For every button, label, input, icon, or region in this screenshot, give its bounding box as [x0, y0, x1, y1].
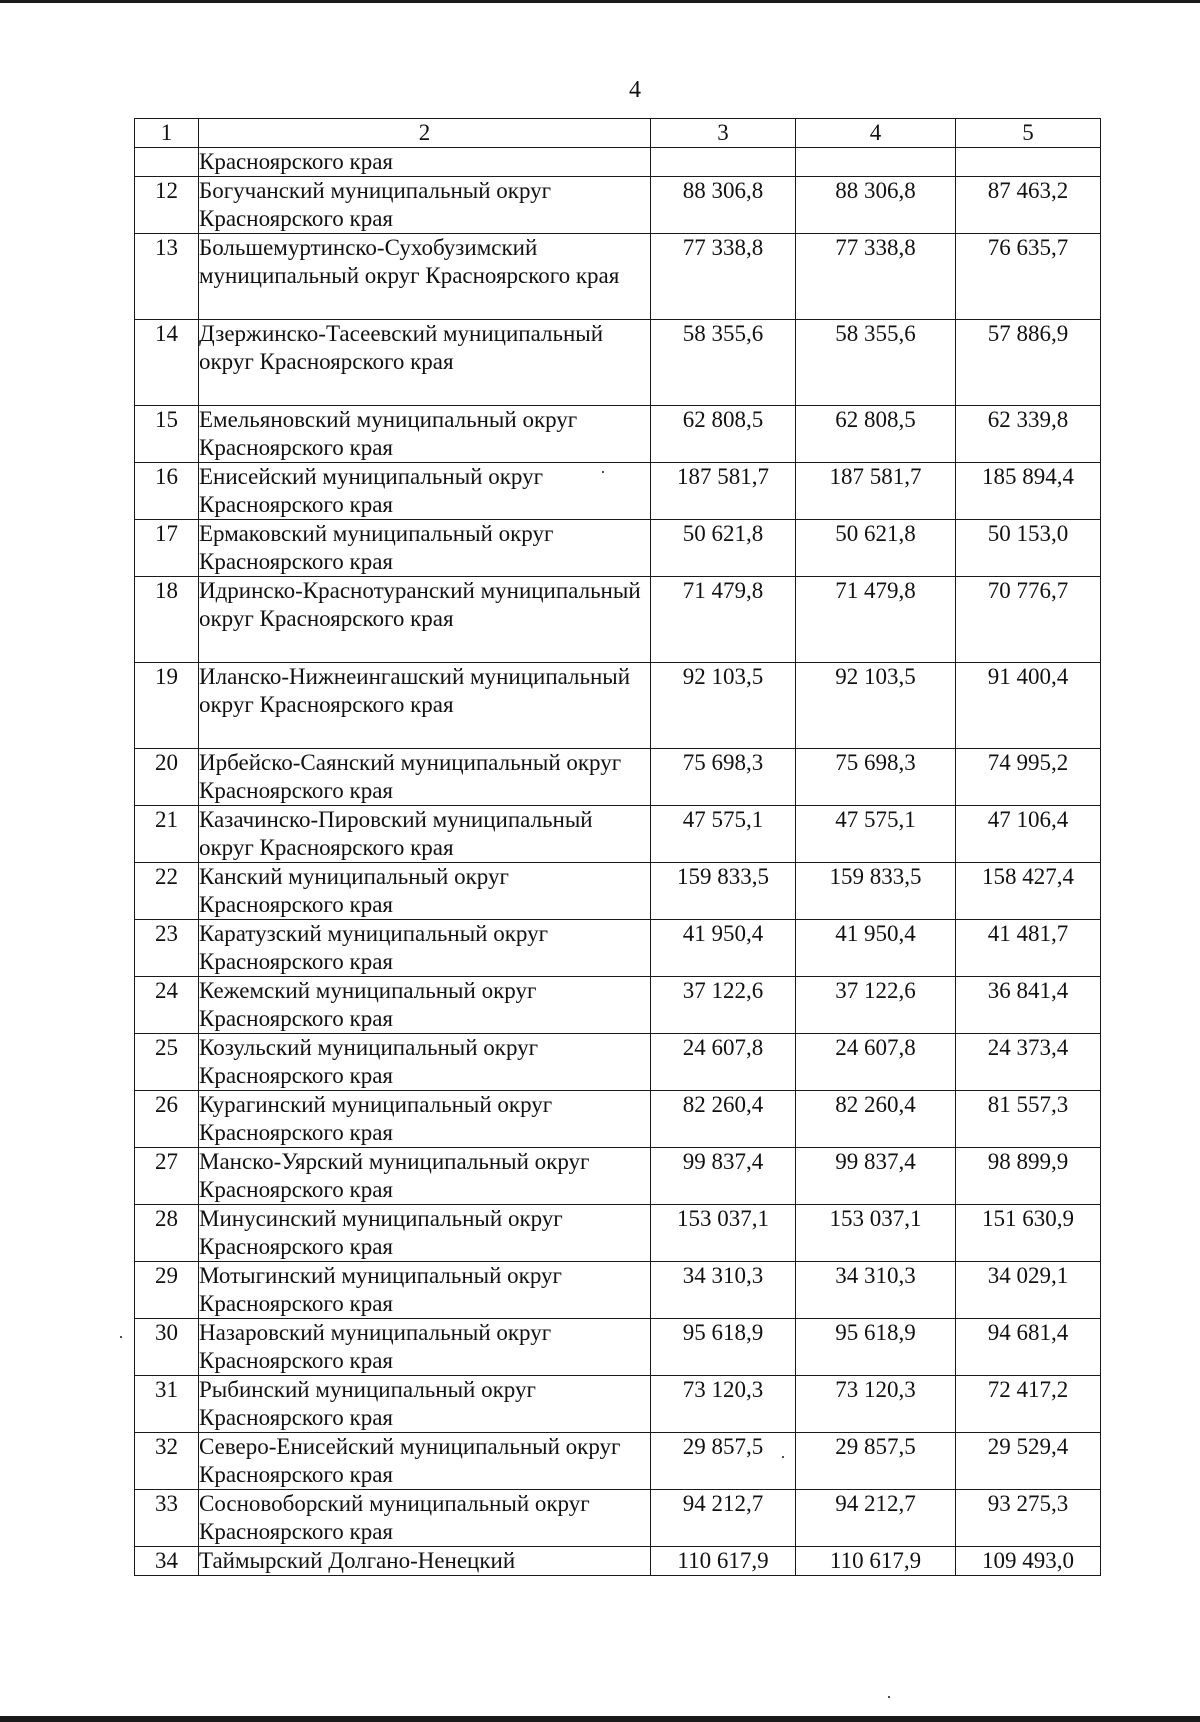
- table-row: [135, 663, 1101, 749]
- cell-name: Дзержинско-Тасеевский муниципальный округ Красноярского края: [199, 320, 651, 406]
- cell-value-5: 41 481,7: [956, 920, 1101, 977]
- cell-value-3: 82 260,4: [651, 1091, 796, 1148]
- cell-value-4: [796, 148, 956, 177]
- table-row: [135, 406, 1101, 463]
- cell-value-3: 110 617,9: [651, 1547, 796, 1576]
- scan-speck: ·: [600, 462, 606, 482]
- cell-value-5: 91 400,4: [956, 663, 1101, 749]
- cell-number: [135, 148, 199, 177]
- cell-number: 25: [135, 1034, 199, 1091]
- cell-value-3: 58 355,6: [651, 320, 796, 406]
- table-row: [135, 1547, 1101, 1576]
- table-row: [135, 520, 1101, 577]
- cell-number: 17: [135, 520, 199, 577]
- column-header-1: 1: [135, 119, 199, 148]
- cell-name: Красноярского края: [199, 148, 651, 177]
- cell-value-4: 50 621,8: [796, 520, 956, 577]
- table-row: [135, 749, 1101, 806]
- cell-value-3: 99 837,4: [651, 1148, 796, 1205]
- cell-name: Енисейский муниципальный округ Красноярского края: [199, 463, 651, 520]
- cell-value-3: 88 306,8: [651, 177, 796, 234]
- cell-number: 21: [135, 806, 199, 863]
- cell-value-5: 94 681,4: [956, 1319, 1101, 1376]
- table-rows: [135, 177, 1101, 1576]
- cell-name: Каратузский муниципальный округ Красноярского края: [199, 920, 651, 977]
- cell-value-5: 76 635,7: [956, 234, 1101, 320]
- cell-name: Казачинско-Пировский муниципальный округ Красноярского края: [199, 806, 651, 863]
- cell-value-5: 93 275,3: [956, 1490, 1101, 1547]
- cell-name: Назаровский муниципальный округ Красноярского края: [199, 1319, 651, 1376]
- cell-value-3: 37 122,6: [651, 977, 796, 1034]
- table-row: [135, 234, 1101, 320]
- cell-value-5: 151 630,9: [956, 1205, 1101, 1262]
- cell-value-3: 92 103,5: [651, 663, 796, 749]
- cell-value-5: 87 463,2: [956, 177, 1101, 234]
- cell-value-4: 75 698,3: [796, 749, 956, 806]
- cell-value-3: 153 037,1: [651, 1205, 796, 1262]
- column-header-4: 4: [796, 119, 956, 148]
- cell-name: Ермаковский муниципальный округ Красноярского края: [199, 520, 651, 577]
- cell-number: 27: [135, 1148, 199, 1205]
- cell-value-3: 29 857,5: [651, 1433, 796, 1490]
- table-row: [135, 1376, 1101, 1433]
- table-row: [135, 1148, 1101, 1205]
- cell-number: 23: [135, 920, 199, 977]
- scan-bottom-edge: [0, 1716, 1200, 1722]
- table-row: [135, 977, 1101, 1034]
- cell-value-5: 50 153,0: [956, 520, 1101, 577]
- table-row: [135, 320, 1101, 406]
- scan-speck: ·: [886, 1687, 892, 1707]
- cell-number: 19: [135, 663, 199, 749]
- cell-value-5: 29 529,4: [956, 1433, 1101, 1490]
- scan-top-edge: [0, 0, 1200, 3]
- table-row: [135, 1034, 1101, 1091]
- cell-name: Минусинский муниципальный округ Красноярского края: [199, 1205, 651, 1262]
- cell-value-4: 110 617,9: [796, 1547, 956, 1576]
- cell-value-4: 153 037,1: [796, 1205, 956, 1262]
- cell-name: Сосновоборский муниципальный округ Красноярского края: [199, 1490, 651, 1547]
- cell-number: 20: [135, 749, 199, 806]
- cell-number: 31: [135, 1376, 199, 1433]
- cell-name: Богучанский муниципальный округ Красноярского края: [199, 177, 651, 234]
- table-row: [135, 463, 1101, 520]
- table-row: [135, 177, 1101, 234]
- column-header-2: 2: [199, 119, 651, 148]
- table-row: [135, 1262, 1101, 1319]
- cell-value-3: 77 338,8: [651, 234, 796, 320]
- cell-value-3: 47 575,1: [651, 806, 796, 863]
- cell-name: Северо-Енисейский муниципальный округ Красноярского края: [199, 1433, 651, 1490]
- cell-value-3: 62 808,5: [651, 406, 796, 463]
- cell-name: Козульский муниципальный округ Красноярского края: [199, 1034, 651, 1091]
- cell-value-5: 81 557,3: [956, 1091, 1101, 1148]
- cell-name: Иланско-Нижнеингашский муниципальный округ Красноярского края: [199, 663, 651, 749]
- table-row: [135, 1205, 1101, 1262]
- scan-speck: ·: [780, 1447, 786, 1467]
- cell-value-4: 94 212,7: [796, 1490, 956, 1547]
- cell-number: 18: [135, 577, 199, 663]
- cell-name: Идринско-Краснотуранский муниципальный округ Красноярского края: [199, 577, 651, 663]
- table-header-row: [135, 119, 1101, 148]
- cell-number: 34: [135, 1547, 199, 1576]
- cell-number: 29: [135, 1262, 199, 1319]
- page-number: 4: [629, 77, 641, 103]
- cell-value-5: 62 339,8: [956, 406, 1101, 463]
- cell-value-5: 24 373,4: [956, 1034, 1101, 1091]
- scan-speck: ·: [118, 1327, 124, 1347]
- cell-value-3: [651, 148, 796, 177]
- cell-number: 12: [135, 177, 199, 234]
- cell-number: 30: [135, 1319, 199, 1376]
- cell-value-5: 72 417,2: [956, 1376, 1101, 1433]
- cell-value-4: 47 575,1: [796, 806, 956, 863]
- cell-name: Манско-Уярский муниципальный округ Красноярского края: [199, 1148, 651, 1205]
- cell-value-5: 34 029,1: [956, 1262, 1101, 1319]
- cell-name: Ирбейско-Саянский муниципальный округ Красноярского края: [199, 749, 651, 806]
- table-row: [135, 1490, 1101, 1547]
- cell-number: 28: [135, 1205, 199, 1262]
- cell-value-3: 95 618,9: [651, 1319, 796, 1376]
- cell-value-4: 99 837,4: [796, 1148, 956, 1205]
- table-row: [135, 1091, 1101, 1148]
- cell-value-5: 109 493,0: [956, 1547, 1101, 1576]
- table-row-continuation: [135, 148, 1101, 177]
- cell-value-3: 159 833,5: [651, 863, 796, 920]
- cell-value-5: 185 894,4: [956, 463, 1101, 520]
- cell-value-4: 82 260,4: [796, 1091, 956, 1148]
- cell-number: 24: [135, 977, 199, 1034]
- cell-name: Емельяновский муниципальный округ Красноярского края: [199, 406, 651, 463]
- allocation-table: [134, 118, 1101, 1576]
- cell-value-5: 98 899,9: [956, 1148, 1101, 1205]
- cell-value-5: 158 427,4: [956, 863, 1101, 920]
- cell-value-4: 77 338,8: [796, 234, 956, 320]
- cell-value-5: 70 776,7: [956, 577, 1101, 663]
- cell-number: 26: [135, 1091, 199, 1148]
- cell-value-4: 159 833,5: [796, 863, 956, 920]
- cell-value-3: 75 698,3: [651, 749, 796, 806]
- cell-value-4: 37 122,6: [796, 977, 956, 1034]
- cell-value-4: 187 581,7: [796, 463, 956, 520]
- cell-value-5: 57 886,9: [956, 320, 1101, 406]
- cell-name: Большемуртинско-Сухобузимский муниципальный округ Красноярского края: [199, 234, 651, 320]
- cell-value-3: 73 120,3: [651, 1376, 796, 1433]
- cell-value-4: 29 857,5: [796, 1433, 956, 1490]
- cell-value-5: 74 995,2: [956, 749, 1101, 806]
- cell-value-3: 71 479,8: [651, 577, 796, 663]
- cell-value-4: 41 950,4: [796, 920, 956, 977]
- cell-number: 33: [135, 1490, 199, 1547]
- cell-number: 22: [135, 863, 199, 920]
- cell-value-3: 50 621,8: [651, 520, 796, 577]
- cell-name: Кежемский муниципальный округ Красноярского края: [199, 977, 651, 1034]
- cell-value-4: 95 618,9: [796, 1319, 956, 1376]
- column-header-5: 5: [956, 119, 1101, 148]
- cell-value-4: 73 120,3: [796, 1376, 956, 1433]
- cell-value-4: 58 355,6: [796, 320, 956, 406]
- cell-value-4: 34 310,3: [796, 1262, 956, 1319]
- cell-value-5: [956, 148, 1101, 177]
- cell-value-5: 47 106,4: [956, 806, 1101, 863]
- cell-value-3: 24 607,8: [651, 1034, 796, 1091]
- table-row: [135, 920, 1101, 977]
- cell-value-3: 34 310,3: [651, 1262, 796, 1319]
- cell-name: Курагинский муниципальный округ Красноярского края: [199, 1091, 651, 1148]
- cell-name: Рыбинский муниципальный округ Красноярского края: [199, 1376, 651, 1433]
- cell-value-4: 92 103,5: [796, 663, 956, 749]
- cell-number: 15: [135, 406, 199, 463]
- cell-value-4: 71 479,8: [796, 577, 956, 663]
- cell-number: 16: [135, 463, 199, 520]
- column-header-3: 3: [651, 119, 796, 148]
- cell-value-4: 24 607,8: [796, 1034, 956, 1091]
- cell-value-3: 187 581,7: [651, 463, 796, 520]
- cell-value-3: 94 212,7: [651, 1490, 796, 1547]
- cell-value-4: 88 306,8: [796, 177, 956, 234]
- table-row: [135, 863, 1101, 920]
- cell-name: Таймырский Долгано-Ненецкий: [199, 1547, 651, 1576]
- cell-name: Мотыгинский муниципальный округ Красноярского края: [199, 1262, 651, 1319]
- cell-name: Канский муниципальный округ Красноярского края: [199, 863, 651, 920]
- cell-value-3: 41 950,4: [651, 920, 796, 977]
- cell-number: 32: [135, 1433, 199, 1490]
- table-row: [135, 1319, 1101, 1376]
- cell-number: 13: [135, 234, 199, 320]
- table-row: [135, 577, 1101, 663]
- cell-value-5: 36 841,4: [956, 977, 1101, 1034]
- table-row: [135, 1433, 1101, 1490]
- cell-value-4: 62 808,5: [796, 406, 956, 463]
- cell-number: 14: [135, 320, 199, 406]
- table-row: [135, 806, 1101, 863]
